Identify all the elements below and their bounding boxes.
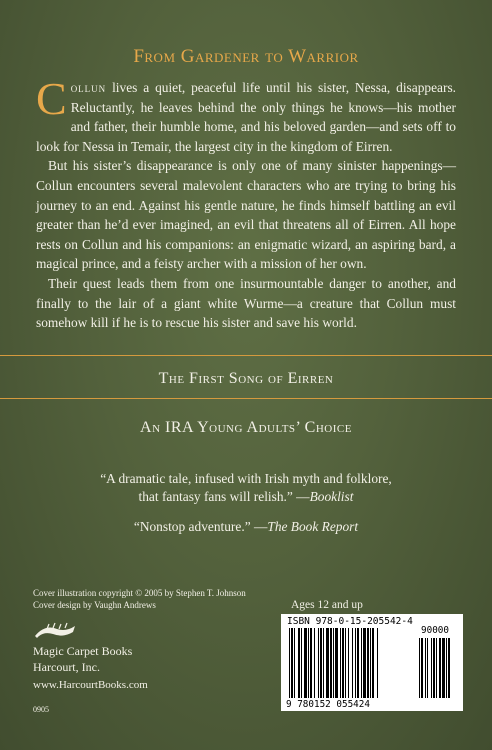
series-title: The First Song of Eirren — [158, 370, 334, 387]
quote-line-2 — [0, 488, 492, 506]
isbn-text: ISBN 978-0-15-205542-4 — [287, 616, 413, 627]
age-range: Ages 12 and up — [291, 599, 363, 611]
publisher-url: www.HarcourtBooks.com — [33, 679, 148, 691]
review-quote-booklist — [0, 470, 492, 506]
synopsis-paragraph-2: But his sister’s disappearance is only one of many sinister happenings—Collun encounters several malevolent characters who are trying to bring his journey to an end. Against his gentle nature, he finds himself battling an evil greater than he’d ever imagined, an evil that threatens all of Eirren. All hope rests on Collun and his companions: an enigmatic wizard, an aspiring bard, a magical prince, and a feisty archer with a mission of her own. — [36, 158, 456, 272]
award-line: An IRA Young Adults’ Choice — [140, 419, 352, 436]
addon-number: 90000 — [421, 625, 449, 636]
back-cover-title: From Gardener to Warrior — [133, 46, 359, 67]
hero-name: ollun — [70, 80, 107, 95]
divider-rule-top — [0, 355, 492, 356]
paragraph-1-text: lives a quiet, peaceful life until his sister, Nessa, disappears. Reluctantly, he leaves behind the only things he knows—his mother and father, their humble home, and his beloved garden—and sets off to look for Nessa in Temair, the largest city in the kingdom of Eirren. — [36, 80, 456, 154]
illustration-credit: Cover illustration copyright © 2005 by Stephen T. Johnson — [33, 588, 246, 598]
ean-digits — [281, 625, 468, 710]
synopsis-paragraph-3: Their quest leads them from one insurmountable danger to another, and finally to the lair of a giant white Wurme—a creature that Collun must somehow kill if he is to rescue his sister and save his world. — [36, 275, 456, 331]
quote-source: The Book Report — [267, 519, 359, 534]
design-credit: Cover design by Vaughn Andrews — [33, 600, 156, 610]
ean-number: 9 780152 055424 — [286, 699, 370, 710]
synopsis-paragraph-1 — [36, 73, 456, 156]
quote-source: Booklist — [309, 489, 354, 504]
review-quote-book-report — [0, 518, 492, 536]
drop-cap: C — [36, 73, 67, 124]
quote-line-1: “A dramatic tale, infused with Irish myth and folklore, — [100, 471, 392, 486]
cover-credits — [33, 587, 246, 611]
divider-rule-bottom — [0, 398, 492, 399]
synopsis — [36, 73, 456, 333]
quote-text: “Nonstop adventure.” — — [133, 519, 268, 534]
quote-text: that fantasy fans will relish.” — — [138, 489, 310, 504]
imprint-name: Magic Carpet Books — [33, 644, 133, 658]
publisher-name: Harcourt, Inc. — [33, 660, 100, 674]
magic-carpet-logo-icon — [33, 620, 77, 640]
isbn-barcode — [281, 614, 463, 711]
print-code: 0905 — [33, 705, 49, 714]
